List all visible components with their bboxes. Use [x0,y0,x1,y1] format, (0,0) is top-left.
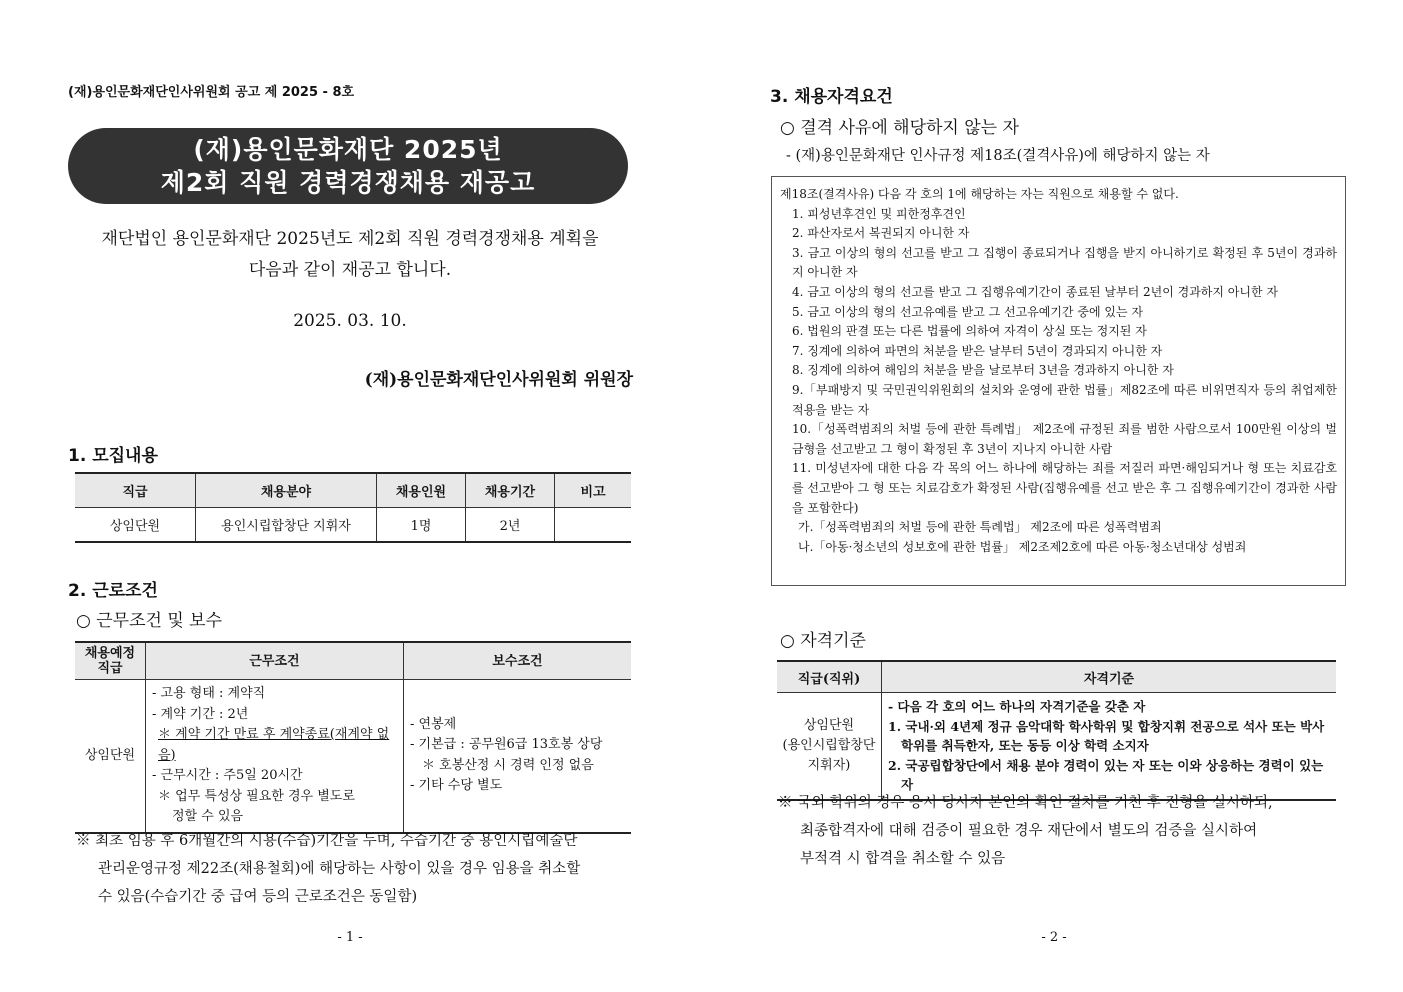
rank-line: 상임단원 [803,717,855,733]
table-cell: 용인시립합창단 지휘자 [196,508,377,543]
table-row [75,680,631,833]
box-item: 1. 피성년후견인 및 피한정후견인 [792,206,966,221]
note-line: 수 있음(수습기간 중 급여 등의 근로조건은 동일함) [98,889,418,905]
note-line: ※ 최초 임용 후 6개월간의 시용(수습)기간을 두며, 수습기간 중 용인시립예술단 [76,833,578,849]
pay-line: - 연봉제 [410,716,457,732]
col-header-pay: 보수조건 [404,642,632,680]
table-cell: 1명 [377,508,466,543]
section-1-title: 1. 모집내용 [68,446,158,466]
table-row [75,508,631,543]
intro-text [70,224,630,286]
probation-note [76,827,636,911]
table-header-row [75,473,631,508]
criteria-line: 2. 국공립합창단에서 채용 분야 경력이 있는 자 또는 이와 상응하는 경력이 있는 자 [888,757,1324,792]
work-line: ＊ 업무 특성상 필요한 경우 별도로 [158,788,355,804]
pay-conditions-cell [404,680,632,833]
rank-cell: 상임단원 [75,680,146,833]
col-header: 비고 [555,473,632,508]
table-cell: 2년 [466,508,555,543]
box-item: 6. 법원의 판결 또는 다른 법률에 의하여 자격이 상실 또는 정지된 자 [792,324,1147,339]
intro-line-2: 다음과 같이 재공고 합니다. [248,260,452,280]
notice-number: (재)용인문화재단인사위원회 공고 제 2025 - 8호 [68,85,355,100]
criteria-line: - 다음 각 호의 어느 하나의 자격기준을 갖춘 자 [888,699,1146,714]
col-header: 직급(직위) [777,661,882,693]
col-header: 채용인원 [377,473,466,508]
box-item: 7. 징계에 의하여 파면의 처분을 받은 날부터 5년이 경과되지 아니한 자 [792,343,1163,358]
foreign-degree-note [778,789,1338,873]
box-item: 5. 금고 이상의 형의 선고유예를 받고 그 선고유예기간 중에 있는 자 [792,304,1143,319]
working-conditions-table [75,641,631,834]
box-item: 2. 파산자로서 복권되지 아니한 자 [792,226,970,241]
title-line-2: 제2회 직원 경력경쟁채용 재공고 [160,168,536,197]
rank-line: 지휘자) [807,757,851,773]
page-number: - 2 - [1041,930,1067,945]
page-number: - 1 - [337,930,363,945]
work-line: - 계약 기간 : 2년 [152,706,249,722]
col-header-line: 직급 [97,661,123,676]
disqualification-subtitle: ○ 결격 사유에 해당하지 않는 자 [780,118,1019,138]
rank-cell [777,693,882,800]
col-header-work: 근무조건 [146,642,404,680]
intro-line-1: 재단법인 용인문화재단 2025년도 제2회 직원 경력경쟁채용 계획을 [101,229,599,249]
box-item: 8. 징계에 의하여 해임의 처분을 받을 날로부터 3년을 경과하지 아니한 자 [792,363,1174,378]
col-header-rank [75,642,146,680]
work-line [152,725,397,766]
note-line: ※ 국외 학위의 경우 응시 당사자 본인의 확인 절차를 거친 후 전형을 실시하되, [778,795,1273,811]
qualification-subtitle: ○ 자격기준 [780,631,866,651]
pay-line: - 기타 수당 별도 [410,778,503,794]
notice-date: 2025. 03. 10. [293,311,407,331]
work-conditions-cell [146,680,404,833]
section-2-subtitle: ○ 근무조건 및 보수 [76,611,222,631]
section-2-title: 2. 근로조건 [68,581,158,601]
committee-chair: (재)용인문화재단인사위원회 위원장 [364,370,633,390]
box-item: 9.「부패방지 및 국민권익위원회의 설치와 운영에 관한 법률」제82조에 따른 비위면직자 등의 취업제한 적용을 받는 자 [792,382,1337,417]
disqualification-line: - (재)용인문화재단 인사규정 제18조(결격사유)에 해당하지 않는 자 [786,148,1210,164]
col-header: 직급 [75,473,196,508]
disqualification-box [771,176,1346,586]
work-line: 정할 수 있음 [172,809,244,824]
title-line-1: (재)용인문화재단 2025년 [193,135,503,164]
col-header: 채용기간 [466,473,555,508]
note-line: 최종합격자에 대해 검증이 필요한 경우 재단에서 별도의 검증을 실시하여 [800,823,1258,839]
work-line: - 근무시간 : 주5일 20시간 [152,768,303,783]
note-line: 관리운영규정 제22조(채용철회)에 해당하는 사항이 있을 경우 임용을 취소할 [98,861,581,877]
criteria-cell [882,693,1337,800]
box-item: 11. 미성년자에 대한 다음 각 목의 어느 하나에 해당하는 죄를 저질러 파면·해임되거나 형 또는 치료감호를 선고받아 그 형 또는 치료감호가 확정된 사람(집행유예를 선고 받은 후 그 집행유예기간이 경과한 사람을 포함한다) [792,461,1337,515]
box-item: 3. 금고 이상의 형의 선고를 받고 그 집행이 종료되거나 집행을 받지 아니하기로 확정된 후 5년이 경과하지 아니한 자 [792,245,1337,280]
col-header: 채용분야 [196,473,377,508]
box-item: 10.「성폭력범죄의 처벌 등에 관한 특례법」 제2조에 규정된 죄를 범한 사람으로서 100만원 이상의 벌금형을 선고받고 그 형이 확정된 후 3년이 지나지 아니한 사람 [792,422,1337,456]
table-cell [555,508,632,543]
pay-line: ＊ 호봉산정 시 경력 인정 없음 [422,757,594,773]
section-3-title: 3. 채용자격요건 [770,87,893,107]
recruitment-table [75,472,631,543]
rank-line: (용인시립합창단 [782,737,876,753]
work-line: - 고용 형태 : 계약직 [152,686,266,701]
table-row [777,693,1336,800]
col-header-line: 채용예정 [84,646,136,661]
criteria-line: 1. 국내·외 4년제 정규 음악대학 학사학위 및 합창지휘 전공으로 석사 또는 박사 학위를 취득한자, 또는 동등 이상 학력 소지자 [888,718,1325,753]
table-cell: 상임단원 [75,508,196,543]
table-header-row [777,661,1336,693]
pay-line: - 기본급 : 공무원6급 13호봉 상당 [410,737,603,753]
box-sub-item: 나.「아동·청소년의 성보호에 관한 법률」 제2조제2호에 따른 아동·청소년대상 성범죄 [798,539,1247,554]
col-header: 자격기준 [882,661,1337,693]
work-note-underlined: ＊ 계약 기간 만료 후 계약종료(재계약 없음) [158,727,390,763]
box-sub-item: 가.「성폭력범죄의 처벌 등에 관한 특례법」 제2조에 따른 성폭력범죄 [798,520,1162,535]
box-item: 4. 금고 이상의 형의 선고를 받고 그 집행유예기간이 종료된 날부터 2년이 경과하지 아니한 자 [792,284,1278,299]
title-banner [68,128,628,204]
box-heading: 제18조(결격사유) 다음 각 호의 1에 해당하는 자는 직원으로 채용할 수 없다. [780,187,1179,201]
table-header-row [75,642,631,680]
note-line: 부적격 시 합격을 취소할 수 있음 [800,851,1006,867]
qualification-table [777,660,1336,801]
